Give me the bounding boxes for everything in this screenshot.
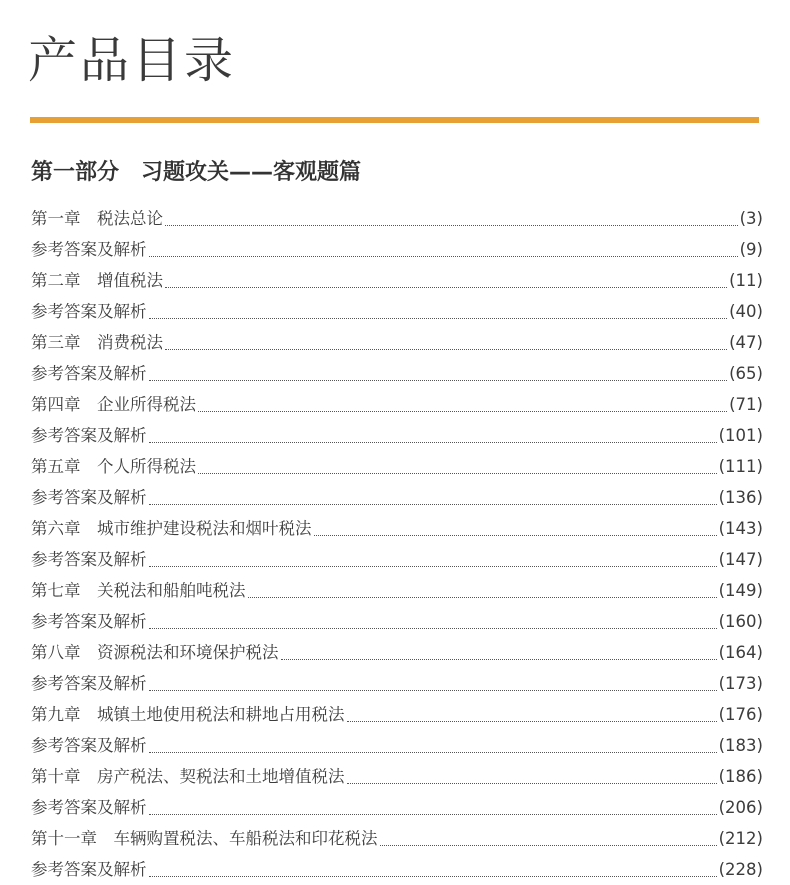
toc-leader-dots: [149, 255, 738, 257]
toc-entry-page: (160): [718, 612, 763, 631]
toc-entry[interactable]: [31, 513, 763, 544]
toc-entry[interactable]: [31, 544, 763, 575]
toc-entry[interactable]: [31, 854, 763, 885]
toc-entry-page: (176): [718, 705, 763, 724]
toc-leader-dots: [314, 534, 717, 536]
toc-entry-title: 参考答案及解析: [31, 240, 147, 259]
toc-entry[interactable]: [31, 730, 763, 761]
toc-leader-dots: [347, 782, 717, 784]
toc-leader-dots: [149, 813, 717, 815]
toc-entry-title: 参考答案及解析: [31, 736, 147, 755]
toc-leader-dots: [149, 689, 717, 691]
toc-entry-title: 第十一章 车辆购置税法、车船税法和印花税法: [31, 829, 378, 848]
toc-entry-page: (206): [718, 798, 763, 817]
toc-entry[interactable]: [31, 203, 763, 234]
toc-entry[interactable]: [31, 699, 763, 730]
toc-entry[interactable]: [31, 265, 763, 296]
toc-entry[interactable]: [31, 575, 763, 606]
toc-entry-page: (147): [718, 550, 763, 569]
toc-entry[interactable]: [31, 823, 763, 854]
toc-leader-dots: [165, 286, 727, 288]
toc-entry-title: 第五章 个人所得税法: [31, 457, 196, 476]
toc-entry[interactable]: [31, 296, 763, 327]
toc-entry-title: 参考答案及解析: [31, 364, 147, 383]
toc-entry-page: (136): [718, 488, 763, 507]
toc-entry[interactable]: [31, 668, 763, 699]
toc-entry-title: 参考答案及解析: [31, 426, 147, 445]
toc-entry-title: 第一章 税法总论: [31, 209, 163, 228]
toc-entry-page: (101): [718, 426, 763, 445]
toc-leader-dots: [347, 720, 717, 722]
page-title: 产品目录: [28, 32, 237, 89]
toc-entry-title: 第二章 增值税法: [31, 271, 163, 290]
toc-entry-page: (111): [718, 457, 763, 476]
table-of-contents: [31, 203, 763, 885]
toc-entry[interactable]: [31, 451, 763, 482]
toc-entry[interactable]: [31, 637, 763, 668]
toc-leader-dots: [149, 503, 717, 505]
toc-entry-page: (228): [718, 860, 763, 879]
toc-entry-page: (40): [729, 302, 763, 321]
toc-entry[interactable]: [31, 389, 763, 420]
toc-entry-title: 参考答案及解析: [31, 550, 147, 569]
toc-entry-page: (173): [718, 674, 763, 693]
toc-entry-title: 第三章 消费税法: [31, 333, 163, 352]
toc-leader-dots: [149, 627, 717, 629]
toc-entry-title: 第四章 企业所得税法: [31, 395, 196, 414]
toc-entry-title: 第八章 资源税法和环境保护税法: [31, 643, 279, 662]
toc-entry-title: 第七章 关税法和船舶吨税法: [31, 581, 246, 600]
section-heading: 第一部分 习题攻关——客观题篇: [31, 160, 362, 185]
toc-entry-page: (3): [739, 209, 763, 228]
toc-entry-page: (11): [729, 271, 763, 290]
toc-leader-dots: [149, 379, 728, 381]
toc-entry-title: 参考答案及解析: [31, 674, 147, 693]
toc-entry-title: 第九章 城镇土地使用税法和耕地占用税法: [31, 705, 345, 724]
toc-leader-dots: [380, 844, 717, 846]
toc-entry-title: 第十章 房产税法、契税法和土地增值税法: [31, 767, 345, 786]
toc-leader-dots: [198, 410, 727, 412]
toc-entry[interactable]: [31, 761, 763, 792]
toc-entry-title: 参考答案及解析: [31, 860, 147, 879]
toc-entry-page: (143): [718, 519, 763, 538]
toc-leader-dots: [149, 565, 717, 567]
toc-entry-title: 参考答案及解析: [31, 302, 147, 321]
toc-entry[interactable]: [31, 420, 763, 451]
toc-leader-dots: [248, 596, 717, 598]
toc-leader-dots: [165, 224, 738, 226]
toc-leader-dots: [149, 875, 717, 877]
toc-leader-dots: [281, 658, 717, 660]
toc-entry[interactable]: [31, 482, 763, 513]
toc-entry[interactable]: [31, 327, 763, 358]
toc-leader-dots: [198, 472, 717, 474]
toc-entry-page: (47): [729, 333, 763, 352]
toc-entry-page: (65): [729, 364, 763, 383]
toc-entry-title: 第六章 城市维护建设税法和烟叶税法: [31, 519, 312, 538]
toc-entry[interactable]: [31, 792, 763, 823]
toc-leader-dots: [149, 317, 728, 319]
toc-entry[interactable]: [31, 234, 763, 265]
toc-entry-title: 参考答案及解析: [31, 798, 147, 817]
toc-leader-dots: [149, 751, 717, 753]
toc-entry-page: (149): [718, 581, 763, 600]
title-divider: [30, 117, 759, 123]
toc-entry-page: (9): [739, 240, 763, 259]
toc-entry-page: (164): [718, 643, 763, 662]
toc-entry-title: 参考答案及解析: [31, 612, 147, 631]
toc-entry[interactable]: [31, 606, 763, 637]
toc-entry-page: (186): [718, 767, 763, 786]
toc-entry-page: (71): [729, 395, 763, 414]
toc-entry-page: (183): [718, 736, 763, 755]
toc-leader-dots: [149, 441, 717, 443]
toc-entry[interactable]: [31, 358, 763, 389]
toc-leader-dots: [165, 348, 727, 350]
toc-entry-title: 参考答案及解析: [31, 488, 147, 507]
toc-entry-page: (212): [718, 829, 763, 848]
